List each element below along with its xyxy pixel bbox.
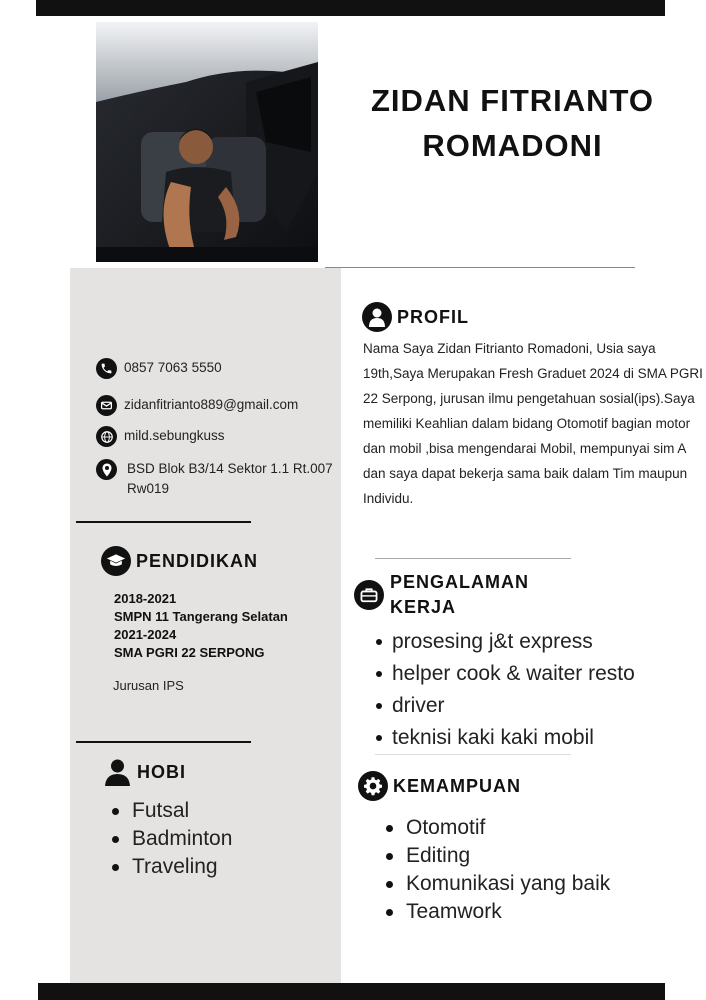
education-school-2: SMA PGRI 22 SERPONG bbox=[114, 645, 265, 660]
graduation-cap-icon bbox=[101, 546, 131, 576]
hobbies-title: HOBI bbox=[137, 761, 186, 782]
list-item: driver bbox=[376, 690, 635, 722]
hobbies-heading bbox=[104, 758, 186, 786]
list-item: helper cook & waiter resto bbox=[376, 658, 635, 690]
list-item: Traveling bbox=[112, 853, 232, 881]
contact-divider bbox=[76, 521, 251, 523]
phone-icon bbox=[96, 358, 117, 379]
address bbox=[127, 459, 333, 499]
experience-heading bbox=[354, 570, 529, 620]
profile-heading bbox=[362, 302, 469, 332]
list-item: Futsal bbox=[112, 797, 232, 825]
person-icon bbox=[104, 758, 131, 786]
bullet bbox=[376, 639, 382, 645]
user-icon bbox=[362, 302, 392, 332]
list-item: prosesing j&t express bbox=[376, 626, 635, 658]
email-icon bbox=[96, 395, 117, 416]
phone-number: 0857 7063 5550 bbox=[124, 360, 222, 375]
location-pin-icon bbox=[96, 459, 117, 480]
contact-phone bbox=[96, 358, 222, 379]
bullet bbox=[376, 671, 382, 677]
bullet bbox=[386, 909, 393, 916]
contact-email bbox=[96, 395, 298, 416]
name-divider bbox=[325, 267, 635, 268]
education-title: PENDIDIKAN bbox=[136, 550, 259, 571]
hobbies-list bbox=[112, 797, 232, 881]
contact-address bbox=[96, 459, 333, 499]
education-heading bbox=[101, 546, 258, 576]
bullet bbox=[112, 808, 119, 815]
education-divider bbox=[76, 741, 251, 743]
email-address[interactable]: zidanfitrianto889@gmail.com bbox=[124, 397, 299, 412]
address-line-2: Rw019 bbox=[127, 481, 170, 496]
bottom-bar bbox=[38, 983, 665, 1000]
experience-list bbox=[376, 626, 635, 754]
education-school-1: SMPN 11 Tangerang Selatan bbox=[114, 609, 288, 624]
education-years-1: 2018-2021 bbox=[114, 591, 177, 606]
profile-title: PROFIL bbox=[397, 306, 469, 327]
briefcase-icon bbox=[354, 580, 384, 610]
bullet bbox=[386, 853, 393, 860]
list-item: Otomotif bbox=[386, 814, 610, 842]
skills-list bbox=[386, 814, 610, 926]
full-name bbox=[330, 78, 695, 168]
list-item: Badminton bbox=[112, 825, 232, 853]
education-entries bbox=[114, 590, 288, 662]
experience-title bbox=[390, 570, 529, 620]
experience-title-line-2: KERJA bbox=[390, 597, 457, 617]
experience-divider bbox=[375, 754, 571, 755]
list-item: Komunikasi yang baik bbox=[386, 870, 610, 898]
bullet bbox=[386, 881, 393, 888]
education-years-2: 2021-2024 bbox=[114, 627, 177, 642]
globe-icon bbox=[96, 426, 117, 447]
list-item: teknisi kaki kaki mobil bbox=[376, 722, 635, 754]
bullet bbox=[112, 864, 119, 871]
list-item: Teamwork bbox=[386, 898, 610, 926]
profile-photo bbox=[96, 22, 318, 262]
skills-title: KEMAMPUAN bbox=[393, 775, 521, 796]
profile-description: Nama Saya Zidan Fitrianto Romadoni, Usia saya 19th,Saya Merupakan Fresh Graduet 2024 di SMA PGRI 22 Serpong, jurusan ilmu pengetahuan sosial(ips).Saya memiliki Keahlian dalam bidang Otomotif bagian motor dan mobil ,bisa mengendarai Mobil, mempunyai sim A dan saya dapat bekerja sama baik dalam Tim maupun Individu. bbox=[363, 341, 703, 506]
gear-icon bbox=[358, 771, 388, 801]
contact-social bbox=[96, 426, 225, 447]
bullet bbox=[376, 703, 382, 709]
skills-heading bbox=[358, 771, 521, 801]
social-handle[interactable]: mild.sebungkuss bbox=[124, 428, 225, 443]
name-line-2: ROMADONI bbox=[422, 128, 603, 163]
experience-title-line-1: PENGALAMAN bbox=[390, 572, 529, 592]
education-major: Jurusan IPS bbox=[113, 678, 184, 693]
address-line-1: BSD Blok B3/14 Sektor 1.1 Rt.007 bbox=[127, 461, 333, 476]
name-line-1: ZIDAN FITRIANTO bbox=[370, 83, 655, 118]
bullet bbox=[112, 836, 119, 843]
profile-divider bbox=[375, 558, 571, 559]
bullet bbox=[376, 735, 382, 741]
list-item: Editing bbox=[386, 842, 610, 870]
top-bar bbox=[36, 0, 665, 16]
bullet bbox=[386, 825, 393, 832]
